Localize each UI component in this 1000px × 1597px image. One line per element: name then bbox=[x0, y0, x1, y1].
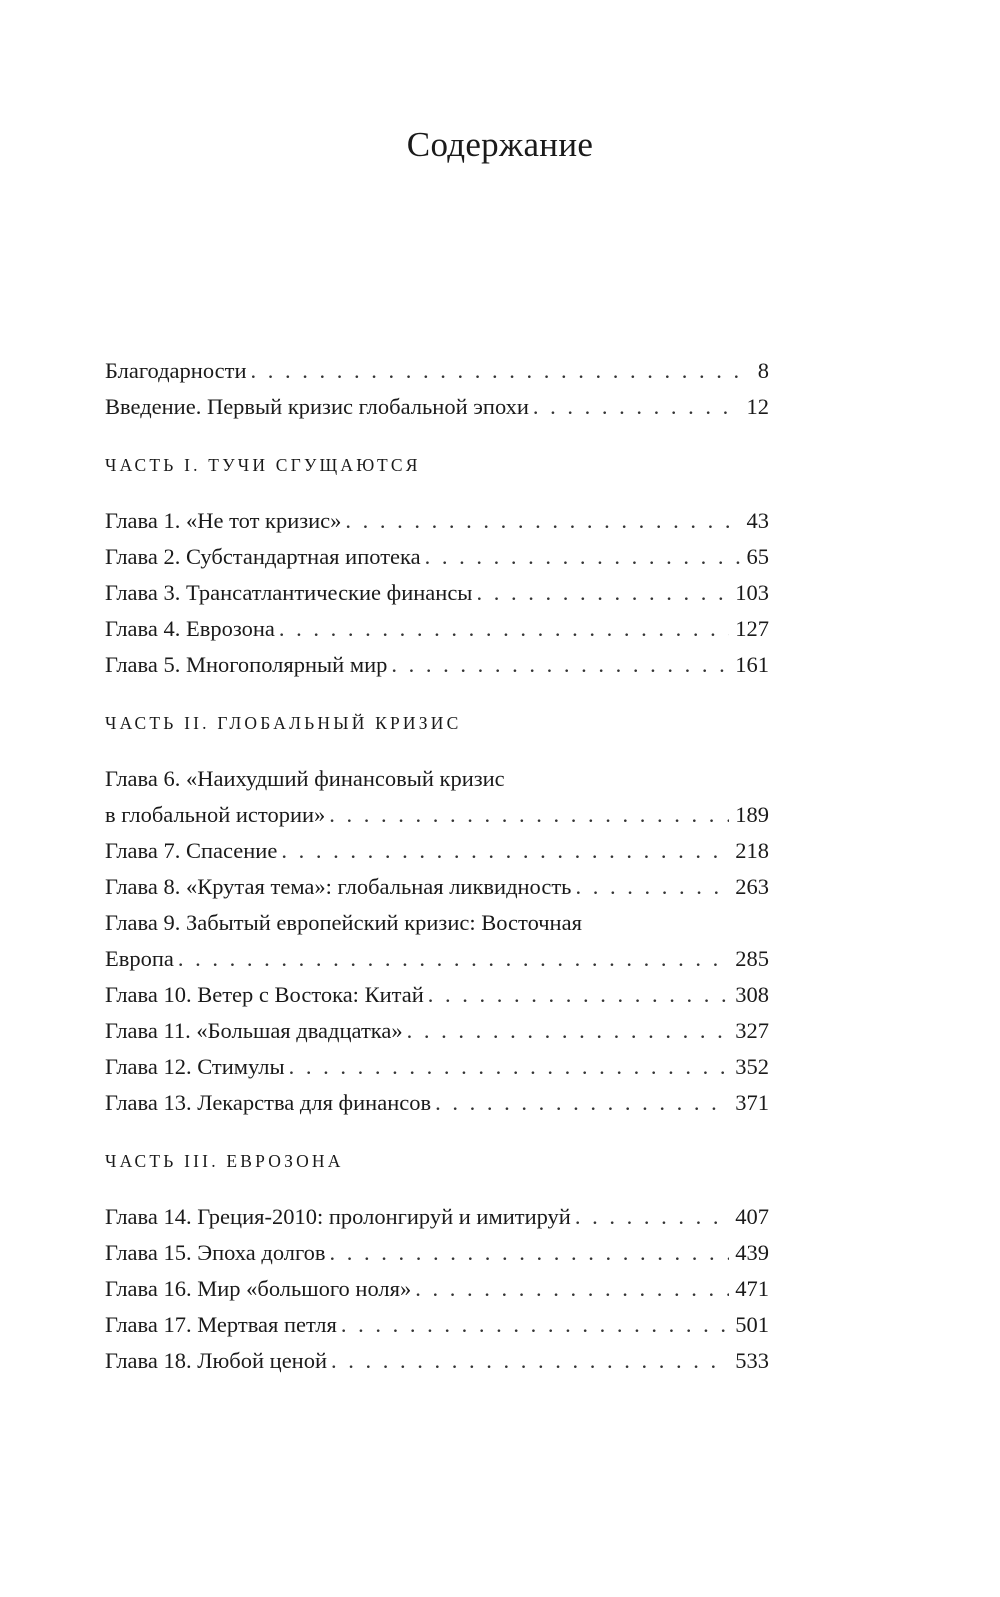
toc-entry-label: Европа bbox=[105, 946, 174, 971]
toc-entry-label: Глава 13. Лекарства для финансов bbox=[105, 1090, 432, 1115]
toc-entry-page: 12 bbox=[746, 394, 769, 419]
toc-entry-label: Глава 10. Ветер с Востока: Китай bbox=[105, 982, 424, 1007]
table-of-contents bbox=[105, 353, 769, 1379]
part-heading-1: ЧАСТЬ I. ТУЧИ СГУЩАЮТСЯ bbox=[105, 455, 421, 475]
toc-entry-page: 285 bbox=[735, 946, 769, 971]
toc-entry-chapter-17[interactable] bbox=[105, 1307, 769, 1343]
toc-entry-label: Глава 8. «Крутая тема»: глобальная ликвидность bbox=[105, 874, 572, 899]
toc-entry-chapter-16[interactable] bbox=[105, 1271, 769, 1307]
toc-entry-label-line1: Глава 9. Забытый европейский кризис: Восточная bbox=[105, 910, 582, 935]
page-title: Содержание bbox=[406, 125, 594, 164]
toc-entry-page: 471 bbox=[735, 1276, 769, 1301]
toc-entry-page: 103 bbox=[735, 580, 769, 605]
toc-entry-page: 327 bbox=[735, 1018, 769, 1043]
leader-dots bbox=[533, 389, 741, 425]
toc-entry-chapter-13[interactable] bbox=[105, 1085, 769, 1121]
toc-entry-label: Глава 18. Любой ценой bbox=[105, 1348, 328, 1373]
leader-dots bbox=[575, 1199, 729, 1235]
toc-entry-acknowledgements[interactable] bbox=[105, 353, 769, 389]
toc-entry-chapter-4[interactable] bbox=[105, 611, 769, 647]
toc-entry-label: Глава 2. Субстандартная ипотека bbox=[105, 544, 421, 569]
toc-entry-chapter-6[interactable] bbox=[105, 761, 769, 833]
toc-entry-chapter-1[interactable] bbox=[105, 503, 769, 539]
leader-dots bbox=[178, 941, 729, 977]
toc-entry-page: 8 bbox=[757, 358, 769, 383]
toc-entry-chapter-9[interactable] bbox=[105, 905, 769, 977]
part-heading-2: ЧАСТЬ II. ГЛОБАЛЬНЫЙ КРИЗИС bbox=[105, 713, 462, 733]
leader-dots bbox=[415, 1271, 729, 1307]
toc-entry-label: Глава 15. Эпоха долгов bbox=[105, 1240, 326, 1265]
toc-entry-page: 263 bbox=[735, 874, 769, 899]
toc-entry-page: 533 bbox=[735, 1348, 769, 1373]
toc-entry-chapter-15[interactable] bbox=[105, 1235, 769, 1271]
toc-entry-page: 161 bbox=[735, 652, 769, 677]
toc-entry-label: Глава 17. Мертвая петля bbox=[105, 1312, 337, 1337]
toc-entry-chapter-7[interactable] bbox=[105, 833, 769, 869]
toc-entry-page: 218 bbox=[735, 838, 769, 863]
toc-entry-page: 189 bbox=[735, 802, 769, 827]
leader-dots bbox=[435, 1085, 729, 1121]
toc-entry-label: Глава 11. «Большая двадцатка» bbox=[105, 1018, 403, 1043]
toc-entry-label: Глава 12. Стимулы bbox=[105, 1054, 285, 1079]
toc-entry-chapter-5[interactable] bbox=[105, 647, 769, 683]
toc-entry-page: 352 bbox=[735, 1054, 769, 1079]
leader-dots bbox=[279, 611, 729, 647]
toc-entry-label: Глава 7. Спасение bbox=[105, 838, 278, 863]
toc-entry-label: Глава 16. Мир «большого ноля» bbox=[105, 1276, 412, 1301]
toc-entry-introduction[interactable] bbox=[105, 389, 769, 425]
leader-dots bbox=[251, 353, 752, 389]
toc-entry-chapter-12[interactable] bbox=[105, 1049, 769, 1085]
leader-dots bbox=[289, 1049, 730, 1085]
leader-dots bbox=[281, 833, 729, 869]
leader-dots bbox=[428, 977, 730, 1013]
leader-dots bbox=[330, 1235, 730, 1271]
leader-dots bbox=[331, 1343, 729, 1379]
toc-entry-page: 65 bbox=[746, 544, 769, 569]
toc-entry-page: 371 bbox=[735, 1090, 769, 1115]
toc-entry-page: 127 bbox=[735, 616, 769, 641]
part-heading-3: ЧАСТЬ III. ЕВРОЗОНА bbox=[105, 1151, 344, 1171]
toc-entry-page: 439 bbox=[735, 1240, 769, 1265]
toc-entry-chapter-14[interactable] bbox=[105, 1199, 769, 1235]
leader-dots bbox=[391, 647, 729, 683]
leader-dots bbox=[407, 1013, 730, 1049]
toc-entry-page: 43 bbox=[746, 508, 769, 533]
toc-entry-chapter-2[interactable] bbox=[105, 539, 769, 575]
toc-entry-label: Глава 4. Еврозона bbox=[105, 616, 275, 641]
toc-entry-chapter-11[interactable] bbox=[105, 1013, 769, 1049]
toc-entry-label: Глава 5. Многополярный мир bbox=[105, 652, 388, 677]
leader-dots bbox=[345, 503, 740, 539]
toc-entry-chapter-3[interactable] bbox=[105, 575, 769, 611]
toc-entry-label: Введение. Первый кризис глобальной эпохи bbox=[105, 394, 529, 419]
toc-entry-label: в глобальной истории» bbox=[105, 802, 326, 827]
toc-entry-label: Благодарности bbox=[105, 358, 247, 383]
toc-entry-label: Глава 1. «Не тот кризис» bbox=[105, 508, 342, 533]
toc-entry-label: Глава 3. Трансатлантические финансы bbox=[105, 580, 473, 605]
toc-entry-chapter-8[interactable] bbox=[105, 869, 769, 905]
toc-entry-chapter-18[interactable] bbox=[105, 1343, 769, 1379]
toc-entry-page: 407 bbox=[735, 1204, 769, 1229]
leader-dots bbox=[476, 575, 729, 611]
toc-entry-label: Глава 14. Греция-2010: пролонгируй и имитируй bbox=[105, 1204, 571, 1229]
leader-dots bbox=[575, 869, 729, 905]
toc-entry-label-line1: Глава 6. «Наихудший финансовый кризис bbox=[105, 766, 505, 791]
toc-entry-page: 501 bbox=[735, 1312, 769, 1337]
toc-entry-page: 308 bbox=[735, 982, 769, 1007]
leader-dots bbox=[341, 1307, 729, 1343]
leader-dots bbox=[425, 539, 741, 575]
toc-entry-chapter-10[interactable] bbox=[105, 977, 769, 1013]
leader-dots bbox=[329, 797, 729, 833]
